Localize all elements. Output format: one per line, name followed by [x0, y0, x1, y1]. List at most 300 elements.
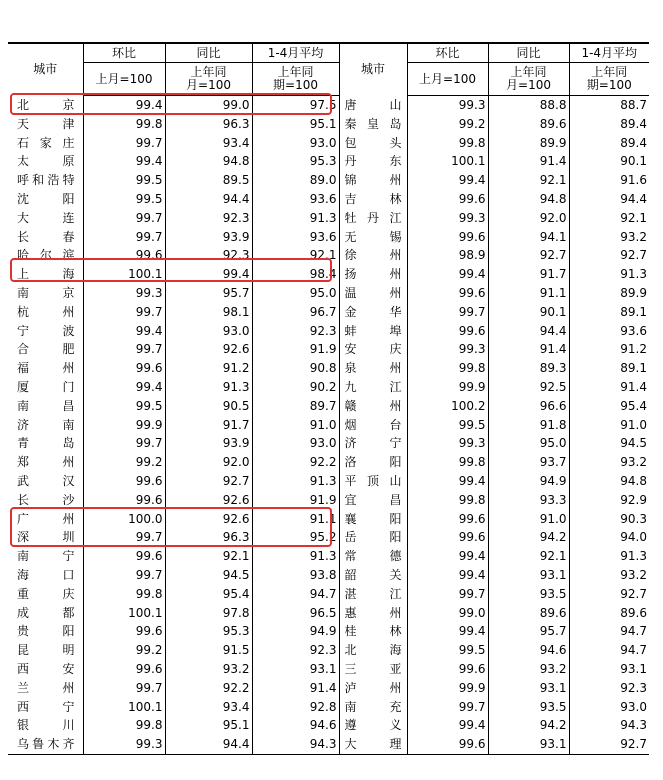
table-row [8, 622, 649, 641]
avg-value-left: 90.8 [252, 359, 339, 378]
avg-value-right: 92.3 [569, 679, 649, 698]
avg-value-left: 93.6 [252, 228, 339, 247]
table-row [8, 96, 649, 115]
yoy-value-left: 89.5 [165, 171, 252, 190]
mom-value-left: 99.6 [83, 246, 165, 265]
avg-value-right: 93.6 [569, 322, 649, 341]
mom-value-right: 99.4 [407, 566, 488, 585]
mom-value-right: 99.7 [407, 303, 488, 322]
yoy-value-right: 94.8 [488, 190, 569, 209]
avg-value-right: 93.2 [569, 566, 649, 585]
table-row [8, 416, 649, 435]
avg-value-right: 94.5 [569, 434, 649, 453]
city-name-left: 呼和浩特 [17, 173, 75, 188]
city-name-right: 南充 [339, 698, 407, 717]
avg-value-left: 91.9 [252, 340, 339, 359]
header-yoy-left: 同比 [165, 43, 252, 63]
avg-value-left: 95.0 [252, 284, 339, 303]
avg-value-right: 88.7 [569, 96, 649, 115]
table-row [8, 134, 649, 153]
yoy-value-left: 91.7 [165, 416, 252, 435]
avg-value-left: 96.5 [252, 604, 339, 623]
avg-value-right: 89.4 [569, 115, 649, 134]
yoy-value-right: 96.6 [488, 397, 569, 416]
mom-value-left: 99.7 [83, 528, 165, 547]
table-row [8, 679, 649, 698]
table-row [8, 472, 649, 491]
mom-value-left: 99.3 [83, 284, 165, 303]
mom-value-right: 99.5 [407, 641, 488, 660]
mom-value-right: 99.0 [407, 604, 488, 623]
table-row [8, 510, 649, 529]
mom-value-left: 99.3 [83, 735, 165, 754]
city-name-left: 深圳 [17, 530, 75, 545]
yoy-value-left: 97.8 [165, 604, 252, 623]
yoy-value-right: 94.4 [488, 322, 569, 341]
yoy-value-left: 99.0 [165, 96, 252, 115]
avg-value-right: 92.9 [569, 491, 649, 510]
table-row [8, 585, 649, 604]
avg-value-left: 95.3 [252, 152, 339, 171]
city-name-right: 包头 [339, 134, 407, 153]
header-row-groups [8, 43, 649, 63]
avg-value-right: 94.7 [569, 622, 649, 641]
mom-value-left: 99.4 [83, 322, 165, 341]
city-name-right: 湛江 [339, 585, 407, 604]
mom-value-left: 99.8 [83, 585, 165, 604]
yoy-value-left: 95.1 [165, 716, 252, 735]
yoy-value-left: 93.4 [165, 698, 252, 717]
city-name-left: 广州 [17, 511, 75, 526]
table-row [8, 115, 649, 134]
mom-value-right: 99.7 [407, 698, 488, 717]
mom-value-right: 99.9 [407, 679, 488, 698]
table-row [8, 397, 649, 416]
city-header-right: 城市 [339, 43, 407, 96]
yoy-value-right: 93.3 [488, 491, 569, 510]
city-name-left: 大连 [17, 210, 75, 225]
mom-value-left: 99.4 [83, 152, 165, 171]
city-name-right: 襄阳 [339, 510, 407, 529]
header-mom-right: 环比 [407, 43, 488, 63]
yoy-value-left: 93.4 [165, 134, 252, 153]
city-name-left: 合肥 [17, 342, 75, 357]
mom-value-right: 99.3 [407, 340, 488, 359]
yoy-value-right: 94.1 [488, 228, 569, 247]
mom-value-left: 99.8 [83, 115, 165, 134]
yoy-value-right: 89.3 [488, 359, 569, 378]
city-name-left: 宁波 [17, 323, 75, 338]
table-row [8, 359, 649, 378]
avg-value-left: 95.2 [252, 528, 339, 547]
yoy-value-right: 92.7 [488, 246, 569, 265]
mom-value-right: 100.2 [407, 397, 488, 416]
yoy-value-left: 93.2 [165, 660, 252, 679]
avg-value-left: 92.1 [252, 246, 339, 265]
mom-value-right: 99.8 [407, 491, 488, 510]
city-name-right: 宜昌 [339, 491, 407, 510]
header-avg-left: 1-4月平均 [252, 43, 339, 63]
city-name-left: 乌鲁木齐 [8, 735, 83, 754]
city-name-right: 三亚 [339, 660, 407, 679]
yoy-value-left: 92.3 [165, 209, 252, 228]
mom-value-left: 99.2 [83, 453, 165, 472]
mom-value-left: 99.6 [83, 660, 165, 679]
avg-value-left: 94.9 [252, 622, 339, 641]
mom-value-left: 99.7 [83, 679, 165, 698]
yoy-value-right: 94.9 [488, 472, 569, 491]
avg-value-left: 93.1 [252, 660, 339, 679]
mom-value-right: 99.6 [407, 322, 488, 341]
city-name-left: 西宁 [17, 699, 75, 714]
header-avg-right: 1-4月平均 [569, 43, 649, 63]
avg-value-right: 94.3 [569, 716, 649, 735]
yoy-value-right: 93.2 [488, 660, 569, 679]
avg-value-left: 97.5 [252, 96, 339, 115]
yoy-value-left: 93.9 [165, 434, 252, 453]
avg-value-left: 91.0 [252, 416, 339, 435]
table-row [8, 190, 649, 209]
yoy-value-right: 94.2 [488, 716, 569, 735]
table-row [8, 322, 649, 341]
city-name-right: 唐山 [339, 96, 407, 115]
table-row [8, 434, 649, 453]
city-name-right: 平顶山 [339, 472, 407, 491]
city-name-right: 锦州 [339, 171, 407, 190]
avg-value-right: 94.7 [569, 641, 649, 660]
base-mom-left: 上月=100 [83, 63, 165, 96]
city-name-right: 九江 [339, 378, 407, 397]
city-name-left: 郑州 [17, 455, 75, 470]
yoy-value-right: 95.0 [488, 434, 569, 453]
table-row [8, 735, 649, 754]
table-row [8, 378, 649, 397]
city-name-left: 长沙 [17, 492, 75, 507]
yoy-value-right: 91.0 [488, 510, 569, 529]
yoy-value-left: 96.3 [165, 528, 252, 547]
yoy-value-right: 91.4 [488, 152, 569, 171]
avg-value-left: 93.0 [252, 134, 339, 153]
table-row [8, 604, 649, 623]
avg-value-left: 95.1 [252, 115, 339, 134]
table-row [8, 491, 649, 510]
mom-value-right: 99.8 [407, 134, 488, 153]
yoy-value-left: 94.5 [165, 566, 252, 585]
avg-value-right: 89.4 [569, 134, 649, 153]
avg-value-right: 90.3 [569, 510, 649, 529]
avg-value-left: 91.3 [252, 209, 339, 228]
city-name-right: 遵义 [339, 716, 407, 735]
yoy-value-left: 96.3 [165, 115, 252, 134]
table-row [8, 547, 649, 566]
yoy-value-left: 91.3 [165, 378, 252, 397]
mom-value-left: 99.6 [83, 472, 165, 491]
avg-value-left: 94.3 [252, 735, 339, 754]
table-row [8, 641, 649, 660]
mom-value-left: 99.5 [83, 190, 165, 209]
avg-value-left: 94.7 [252, 585, 339, 604]
yoy-value-right: 95.7 [488, 622, 569, 641]
avg-value-right: 89.1 [569, 303, 649, 322]
mom-value-left: 99.4 [83, 378, 165, 397]
avg-value-right: 94.8 [569, 472, 649, 491]
city-name-right: 丹东 [339, 152, 407, 171]
mom-value-right: 99.6 [407, 660, 488, 679]
yoy-value-right: 91.7 [488, 265, 569, 284]
table-body [8, 96, 649, 755]
city-name-right: 泸州 [339, 679, 407, 698]
yoy-value-right: 93.5 [488, 585, 569, 604]
mom-value-right: 99.5 [407, 416, 488, 435]
mom-value-left: 99.6 [83, 359, 165, 378]
city-name-right: 泉州 [339, 359, 407, 378]
avg-value-right: 93.2 [569, 453, 649, 472]
city-name-right: 秦皇岛 [339, 115, 407, 134]
yoy-value-right: 89.9 [488, 134, 569, 153]
avg-value-right: 93.2 [569, 228, 649, 247]
header-yoy-right: 同比 [488, 43, 569, 63]
table-row [8, 228, 649, 247]
city-name-right: 徐州 [339, 246, 407, 265]
table-row [8, 698, 649, 717]
avg-value-left: 93.0 [252, 434, 339, 453]
avg-value-right: 89.1 [569, 359, 649, 378]
avg-value-right: 92.7 [569, 246, 649, 265]
yoy-value-left: 91.5 [165, 641, 252, 660]
avg-value-left: 91.3 [252, 472, 339, 491]
mom-value-right: 99.4 [407, 716, 488, 735]
avg-value-left: 93.6 [252, 190, 339, 209]
city-name-right: 烟台 [339, 416, 407, 435]
city-name-right: 无锡 [339, 228, 407, 247]
avg-value-left: 91.9 [252, 491, 339, 510]
yoy-value-left: 94.8 [165, 152, 252, 171]
city-name-left: 太原 [17, 154, 75, 169]
city-name-left: 南宁 [17, 549, 75, 564]
base-yoy-left: 上年同 月=100 [165, 63, 252, 96]
city-name-left: 武汉 [17, 473, 75, 488]
mom-value-left: 99.7 [83, 434, 165, 453]
city-name-left: 天津 [17, 116, 75, 131]
mom-value-right: 99.4 [407, 622, 488, 641]
yoy-value-left: 90.5 [165, 397, 252, 416]
city-name-left: 上海 [17, 267, 75, 282]
avg-value-left: 89.7 [252, 397, 339, 416]
header-row-bases [8, 63, 649, 96]
table-row [8, 171, 649, 190]
city-name-left: 哈尔滨 [17, 248, 75, 263]
avg-value-left: 92.2 [252, 453, 339, 472]
yoy-value-left: 94.4 [165, 190, 252, 209]
city-name-left: 昆明 [17, 643, 75, 658]
yoy-value-right: 94.2 [488, 528, 569, 547]
yoy-value-left: 93.0 [165, 322, 252, 341]
mom-value-right: 99.6 [407, 510, 488, 529]
avg-value-left: 92.8 [252, 698, 339, 717]
price-index-table [8, 42, 649, 755]
yoy-value-left: 95.7 [165, 284, 252, 303]
mom-value-right: 99.4 [407, 171, 488, 190]
city-name-right: 岳阳 [339, 528, 407, 547]
yoy-value-right: 93.1 [488, 566, 569, 585]
city-name-left: 福州 [17, 361, 75, 376]
table-row [8, 284, 649, 303]
city-name-left: 南京 [17, 285, 75, 300]
yoy-value-left: 98.1 [165, 303, 252, 322]
mom-value-left: 99.7 [83, 134, 165, 153]
yoy-value-right: 89.6 [488, 115, 569, 134]
mom-value-left: 99.6 [83, 622, 165, 641]
mom-value-right: 99.9 [407, 378, 488, 397]
base-mom-right: 上月=100 [407, 63, 488, 96]
mom-value-right: 99.6 [407, 284, 488, 303]
yoy-value-left: 92.6 [165, 491, 252, 510]
yoy-value-left: 92.0 [165, 453, 252, 472]
yoy-value-right: 91.1 [488, 284, 569, 303]
header-mom-left: 环比 [83, 43, 165, 63]
yoy-value-left: 95.3 [165, 622, 252, 641]
table-row [8, 152, 649, 171]
avg-value-left: 92.3 [252, 641, 339, 660]
avg-value-right: 94.0 [569, 528, 649, 547]
city-name-right: 温州 [339, 284, 407, 303]
mom-value-right: 99.2 [407, 115, 488, 134]
yoy-value-right: 88.8 [488, 96, 569, 115]
yoy-value-left: 92.7 [165, 472, 252, 491]
city-name-right: 蚌埠 [339, 322, 407, 341]
city-name-right: 惠州 [339, 604, 407, 623]
table-row [8, 660, 649, 679]
mom-value-right: 99.4 [407, 472, 488, 491]
avg-value-left: 91.1 [252, 510, 339, 529]
yoy-value-right: 93.5 [488, 698, 569, 717]
avg-value-left: 90.2 [252, 378, 339, 397]
city-name-right: 扬州 [339, 265, 407, 284]
avg-value-right: 92.7 [569, 735, 649, 754]
yoy-value-right: 92.1 [488, 547, 569, 566]
mom-value-left: 99.6 [83, 491, 165, 510]
avg-value-right: 91.4 [569, 378, 649, 397]
mom-value-right: 99.3 [407, 209, 488, 228]
city-name-left: 海口 [17, 567, 75, 582]
avg-value-right: 89.6 [569, 604, 649, 623]
yoy-value-left: 93.9 [165, 228, 252, 247]
avg-value-right: 90.1 [569, 152, 649, 171]
base-yoy-right: 上年同 月=100 [488, 63, 569, 96]
city-name-right: 吉林 [339, 190, 407, 209]
mom-value-right: 99.4 [407, 547, 488, 566]
mom-value-right: 99.6 [407, 190, 488, 209]
yoy-value-right: 94.6 [488, 641, 569, 660]
avg-value-right: 92.7 [569, 585, 649, 604]
city-name-right: 大理 [339, 735, 407, 754]
yoy-value-left: 99.4 [165, 265, 252, 284]
city-name-left: 西安 [17, 661, 75, 676]
avg-value-right: 89.9 [569, 284, 649, 303]
table-row [8, 453, 649, 472]
yoy-value-left: 91.2 [165, 359, 252, 378]
yoy-value-left: 94.4 [165, 735, 252, 754]
avg-value-right: 95.4 [569, 397, 649, 416]
city-name-right: 桂林 [339, 622, 407, 641]
city-name-left: 沈阳 [17, 191, 75, 206]
city-name-left: 兰州 [17, 680, 75, 695]
mom-value-left: 99.7 [83, 566, 165, 585]
avg-value-right: 93.1 [569, 660, 649, 679]
avg-value-right: 91.6 [569, 171, 649, 190]
yoy-value-right: 90.1 [488, 303, 569, 322]
yoy-value-left: 92.1 [165, 547, 252, 566]
avg-value-left: 91.4 [252, 679, 339, 698]
city-name-right: 韶关 [339, 566, 407, 585]
city-name-left: 厦门 [17, 379, 75, 394]
city-name-left: 银川 [17, 718, 75, 733]
mom-value-right: 100.1 [407, 152, 488, 171]
table-row [8, 209, 649, 228]
base-avg-left: 上年同 期=100 [252, 63, 339, 96]
city-name-left: 杭州 [17, 304, 75, 319]
city-name-right: 牡丹江 [339, 209, 407, 228]
yoy-value-right: 93.1 [488, 735, 569, 754]
yoy-value-left: 95.4 [165, 585, 252, 604]
avg-value-right: 91.3 [569, 265, 649, 284]
mom-value-left: 100.1 [83, 265, 165, 284]
yoy-value-right: 92.1 [488, 171, 569, 190]
mom-value-right: 99.8 [407, 359, 488, 378]
city-name-left: 南昌 [17, 398, 75, 413]
mom-value-left: 99.2 [83, 641, 165, 660]
mom-value-left: 100.0 [83, 510, 165, 529]
mom-value-right: 99.8 [407, 453, 488, 472]
avg-value-left: 91.3 [252, 547, 339, 566]
yoy-value-left: 92.6 [165, 510, 252, 529]
avg-value-left: 98.4 [252, 265, 339, 284]
city-name-left: 成都 [17, 605, 75, 620]
mom-value-left: 99.7 [83, 209, 165, 228]
mom-value-left: 99.9 [83, 416, 165, 435]
mom-value-left: 99.5 [83, 397, 165, 416]
avg-value-right: 94.4 [569, 190, 649, 209]
avg-value-right: 91.3 [569, 547, 649, 566]
yoy-value-right: 93.7 [488, 453, 569, 472]
yoy-value-right: 89.6 [488, 604, 569, 623]
table-row [8, 340, 649, 359]
table-row [8, 528, 649, 547]
city-header-left: 城市 [33, 62, 58, 77]
yoy-value-left: 92.6 [165, 340, 252, 359]
mom-value-left: 99.8 [83, 716, 165, 735]
yoy-value-right: 92.0 [488, 209, 569, 228]
avg-value-left: 89.0 [252, 171, 339, 190]
mom-value-right: 99.3 [407, 434, 488, 453]
avg-value-left: 93.8 [252, 566, 339, 585]
mom-value-left: 99.7 [83, 228, 165, 247]
city-name-right: 安庆 [339, 340, 407, 359]
city-name-right: 赣州 [339, 397, 407, 416]
avg-value-right: 92.1 [569, 209, 649, 228]
city-name-left: 北京 [17, 97, 75, 112]
mom-value-left: 99.4 [83, 96, 165, 115]
city-name-right: 济宁 [339, 434, 407, 453]
mom-value-right: 99.6 [407, 528, 488, 547]
city-name-right: 金华 [339, 303, 407, 322]
city-name-left: 济南 [17, 417, 75, 432]
mom-value-right: 99.4 [407, 265, 488, 284]
mom-value-left: 99.7 [83, 303, 165, 322]
mom-value-right: 99.6 [407, 735, 488, 754]
mom-value-left: 99.5 [83, 171, 165, 190]
table-row [8, 246, 649, 265]
